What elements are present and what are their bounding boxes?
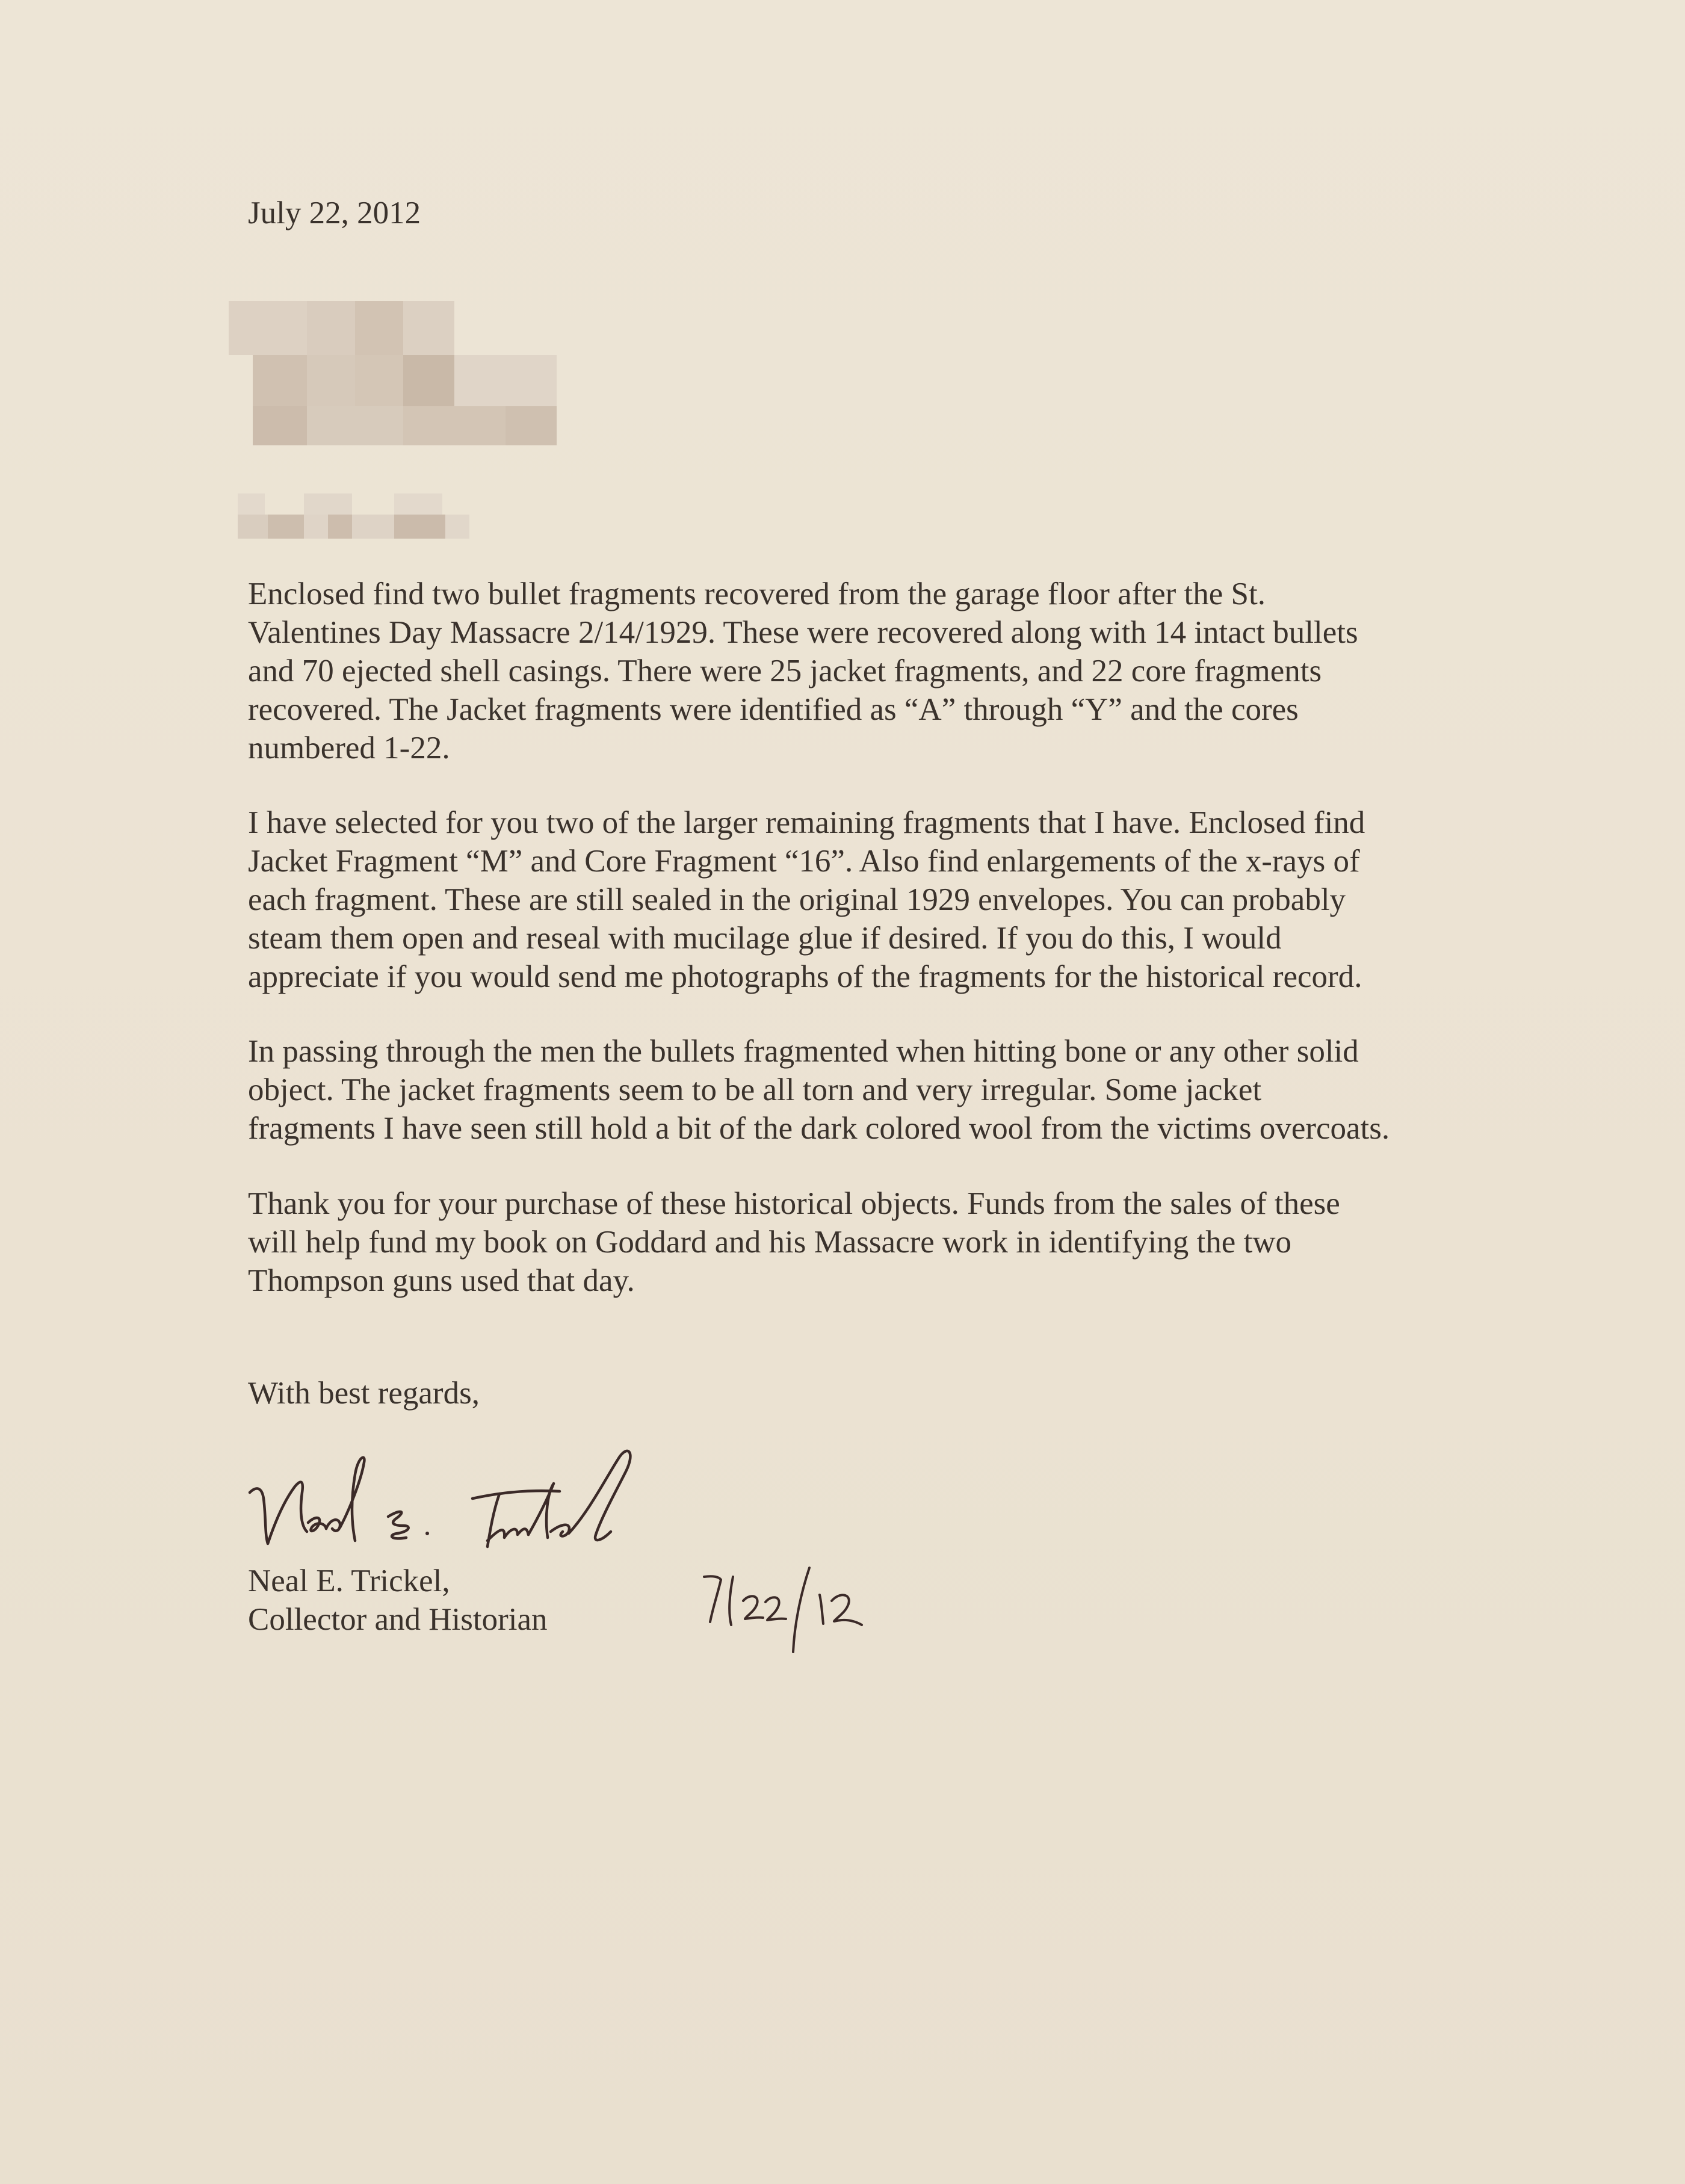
letter-date: July 22, 2012 [248,196,421,230]
paragraph-line: recovered. The Jacket fragments were identified as “A” through “Y” and the cores [248,692,1299,727]
paragraph-line: Thank you for your purchase of these historical objects. Funds from the sales of these [248,1186,1340,1221]
signer-name: Neal E. Trickel, [248,1564,450,1598]
paragraph-line: numbered 1-22. [248,731,450,766]
handwritten-date [686,1559,885,1661]
paragraph-line: appreciate if you would send me photographs of the fragments for the historical record. [248,959,1362,994]
paragraph-line: fragments I have seen still hold a bit of the dark colored wool from the victims overcoats. [248,1111,1390,1146]
paragraph-line: Valentines Day Massacre 2/14/1929. These were recovered along with 14 intact bullets [248,615,1358,650]
paragraph-4 [248,1184,1464,1300]
signer-title: Collector and Historian [248,1602,548,1637]
handwritten-signature [235,1426,692,1565]
paragraph-1 [248,575,1464,767]
paragraph-line: Jacket Fragment “M” and Core Fragment “16”. Also find enlargements of the x-rays of [248,844,1360,879]
paragraph-line: each fragment. These are still sealed in the original 1929 envelopes. You can probably [248,882,1346,917]
paragraph-2 [248,803,1464,996]
signer-block [248,1562,548,1639]
paragraph-line: steam them open and reseal with mucilage glue if desired. If you do this, I would [248,921,1282,956]
paragraph-line: and 70 ejected shell casings. There were 25 jacket fragments, and 22 core fragments [248,654,1322,688]
paragraph-3 [248,1032,1464,1148]
paragraph-line: object. The jacket fragments seem to be all torn and very irregular. Some jacket [248,1072,1262,1107]
paragraph-line: will help fund my book on Goddard and his Massacre work in identifying the two [248,1225,1291,1260]
paragraph-line: In passing through the men the bullets fragmented when hitting bone or any other solid [248,1034,1359,1069]
paragraph-line: Enclosed find two bullet fragments recovered from the garage floor after the St. [248,577,1266,611]
paragraph-line: Thompson guns used that day. [248,1263,635,1298]
paragraph-line: I have selected for you two of the larger remaining fragments that I have. Enclosed find [248,805,1365,840]
closing-line: With best regards, [248,1376,480,1411]
